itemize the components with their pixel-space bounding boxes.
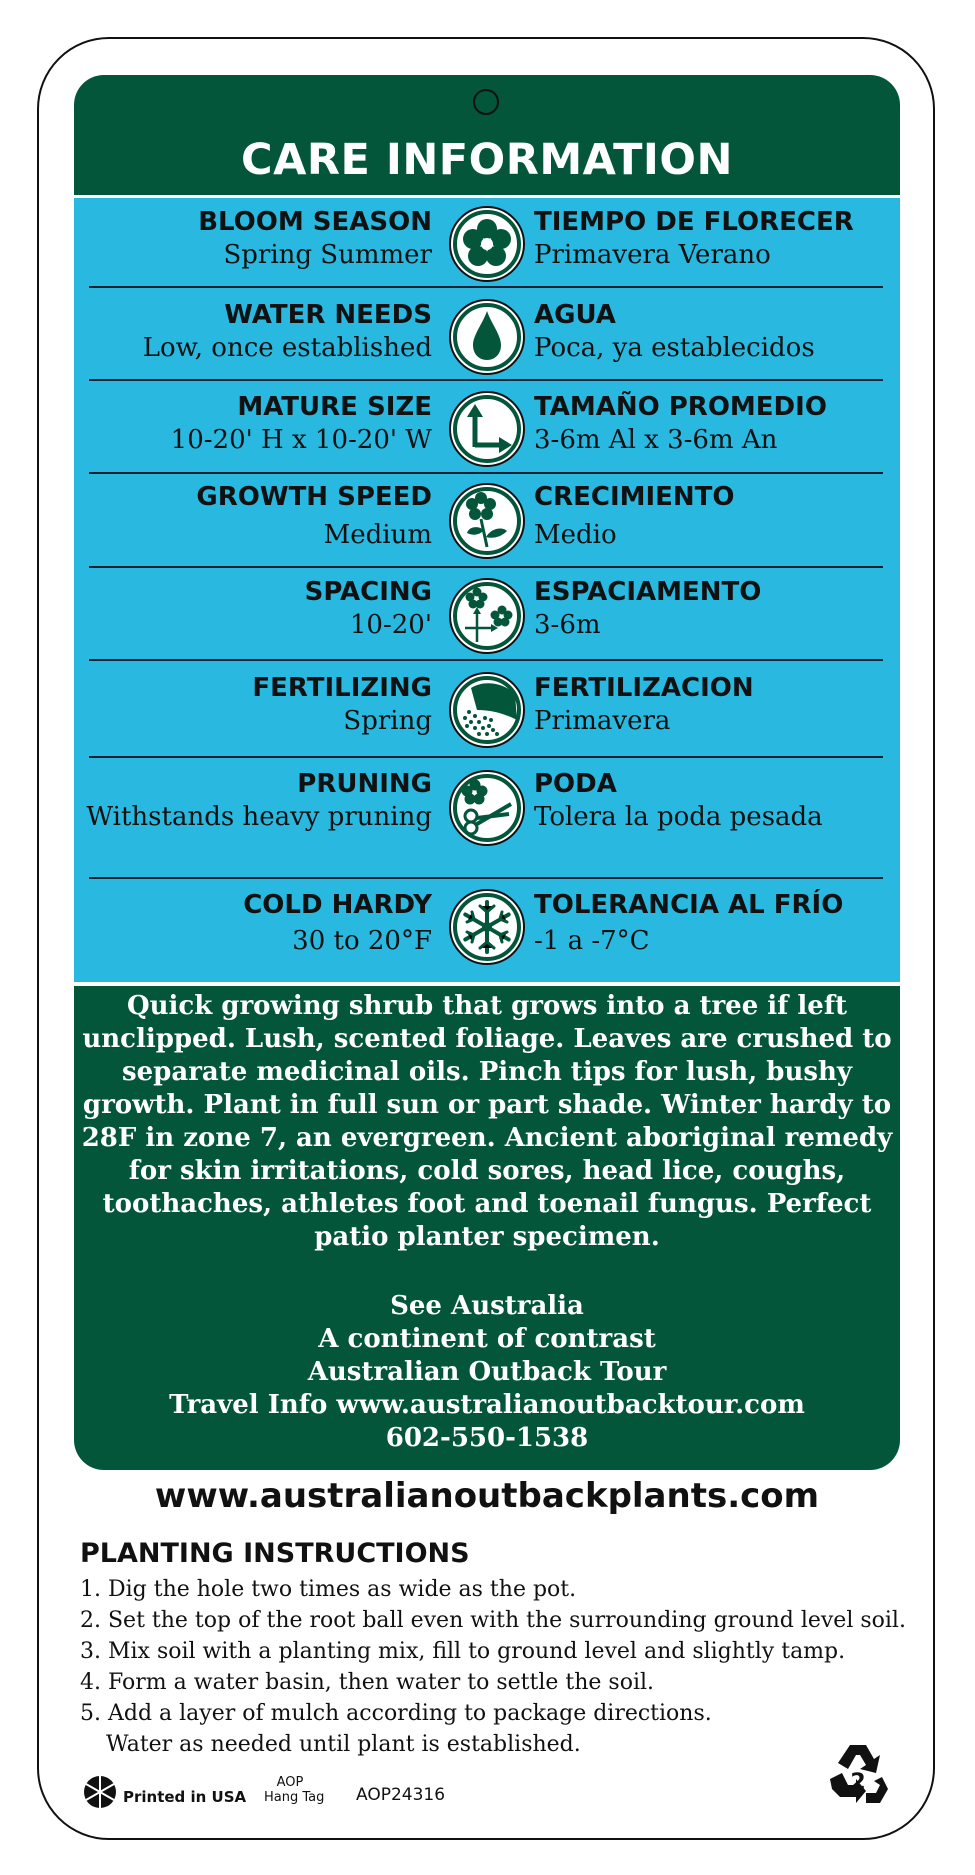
pruning-shears-icon [447, 768, 527, 848]
printed-in-usa: Printed in USA [123, 1788, 247, 1806]
snowflake-icon [447, 887, 527, 967]
planting-title: PLANTING INSTRUCTIONS [80, 1538, 470, 1569]
spacing-icon [447, 576, 527, 656]
label-en: BLOOM SEASON [198, 207, 432, 237]
product-code: AOP24316 [356, 1785, 446, 1805]
label-es: TIEMPO DE FLORECER [534, 207, 854, 237]
recycle-icon [822, 1741, 894, 1809]
care-row-bloom-season [74, 206, 900, 286]
label-es: TAMAÑO PROMEDIO [534, 392, 827, 422]
flower-icon [447, 204, 527, 284]
value-en: Withstands heavy pruning [86, 802, 432, 832]
label-es: AGUA [534, 300, 616, 330]
tour-promo [74, 1290, 900, 1455]
label-en: COLD HARDY [243, 890, 432, 920]
value-es: 3-6m Al x 3-6m An [534, 425, 778, 455]
row-divider [89, 566, 883, 568]
planting-steps [80, 1574, 906, 1760]
planting-step: Water as needed until plant is established. [106, 1732, 581, 1757]
size-arrows-icon [447, 389, 527, 469]
care-row-cold-hardy [74, 889, 900, 969]
label-en: PRUNING [297, 769, 432, 799]
planting-step: 4. Form a water basin, then water to settle the soil. [80, 1670, 655, 1695]
planting-step: 3. Mix soil with a planting mix, fill to ground level and slightly tamp. [80, 1639, 846, 1664]
label-es: PODA [534, 769, 617, 799]
value-en: 10-20' [349, 610, 432, 640]
value-en: 30 to 20°F [292, 926, 432, 956]
label-es: ESPACIAMENTO [534, 577, 762, 607]
row-divider [89, 756, 883, 758]
value-es: Medio [534, 520, 617, 550]
value-en: Low, once established [142, 333, 432, 363]
label-es: CRECIMIENTO [534, 482, 735, 512]
growth-plant-icon [447, 481, 527, 561]
value-es: Tolera la poda pesada [534, 802, 823, 832]
value-es: 3-6m [534, 610, 601, 640]
label-en: FERTILIZING [252, 673, 432, 703]
promo-phone: 602-550-1538 [385, 1423, 589, 1453]
care-row-water-needs [74, 299, 900, 379]
value-en: Spring [343, 706, 432, 736]
row-divider [89, 877, 883, 879]
planting-step: 2. Set the top of the root ball even with the surrounding ground level soil. [80, 1608, 906, 1633]
hang-hole [473, 89, 499, 115]
label-en: SPACING [304, 577, 432, 607]
care-row-fertilizing [74, 672, 900, 752]
promo-line: See Australia [390, 1291, 584, 1321]
planting-step: 5. Add a layer of mulch according to package directions. [80, 1701, 712, 1726]
recycle-number: 2 [850, 1770, 866, 1795]
label-es: FERTILIZACION [534, 673, 754, 703]
website-link[interactable]: www.australianoutbackplants.com [154, 1476, 820, 1516]
planting-step: 1. Dig the hole two times as wide as the pot. [80, 1577, 577, 1602]
value-es: -1 a -7°C [534, 926, 650, 956]
care-row-pruning [74, 768, 900, 848]
fertilizer-bag-icon [447, 670, 527, 750]
water-drop-icon [447, 297, 527, 377]
aop-hang-tag-label [264, 1775, 325, 1805]
aop-label: AOP [276, 1775, 304, 1790]
row-divider [89, 472, 883, 474]
label-en: MATURE SIZE [237, 392, 432, 422]
row-divider [89, 659, 883, 661]
value-es: Primavera [534, 706, 671, 736]
value-es: Primavera Verano [534, 240, 771, 270]
promo-travel-info: Travel Info www.australianoutbacktour.com [169, 1390, 805, 1420]
promo-line: Australian Outback Tour [307, 1357, 667, 1387]
promo-line: A continent of contrast [318, 1324, 656, 1354]
care-row-spacing [74, 576, 900, 656]
care-row-growth-speed [74, 481, 900, 561]
value-en: Spring Summer [223, 240, 432, 270]
globe-logo-icon [82, 1774, 118, 1810]
page-title: CARE INFORMATION [241, 135, 733, 185]
label-en: GROWTH SPEED [196, 482, 432, 512]
plant-description: Quick growing shrub that grows into a tree if left unclipped. Lush, scented foliage. Leaves are crushed to separate medicinal oils. Pinch tips for lush, bushy growth. Plant in full sun or part shade. Winter hardy to 28F in zone 7, an evergreen. Ancient aboriginal remedy for skin irritations, cold sores, head lice, coughs, toothaches, athletes foot and toenail fungus. Perfect patio planter specimen. [81, 991, 893, 1252]
hang-tag-label: Hang Tag [264, 1790, 325, 1805]
value-es: Poca, ya establecidos [534, 333, 815, 363]
row-divider [89, 379, 883, 381]
label-en: WATER NEEDS [224, 300, 432, 330]
care-row-mature-size [74, 391, 900, 471]
row-divider [89, 286, 883, 288]
value-en: Medium [323, 520, 432, 550]
label-es: TOLERANCIA AL FRÍO [534, 890, 844, 920]
value-en: 10-20' H x 10-20' W [170, 425, 432, 455]
